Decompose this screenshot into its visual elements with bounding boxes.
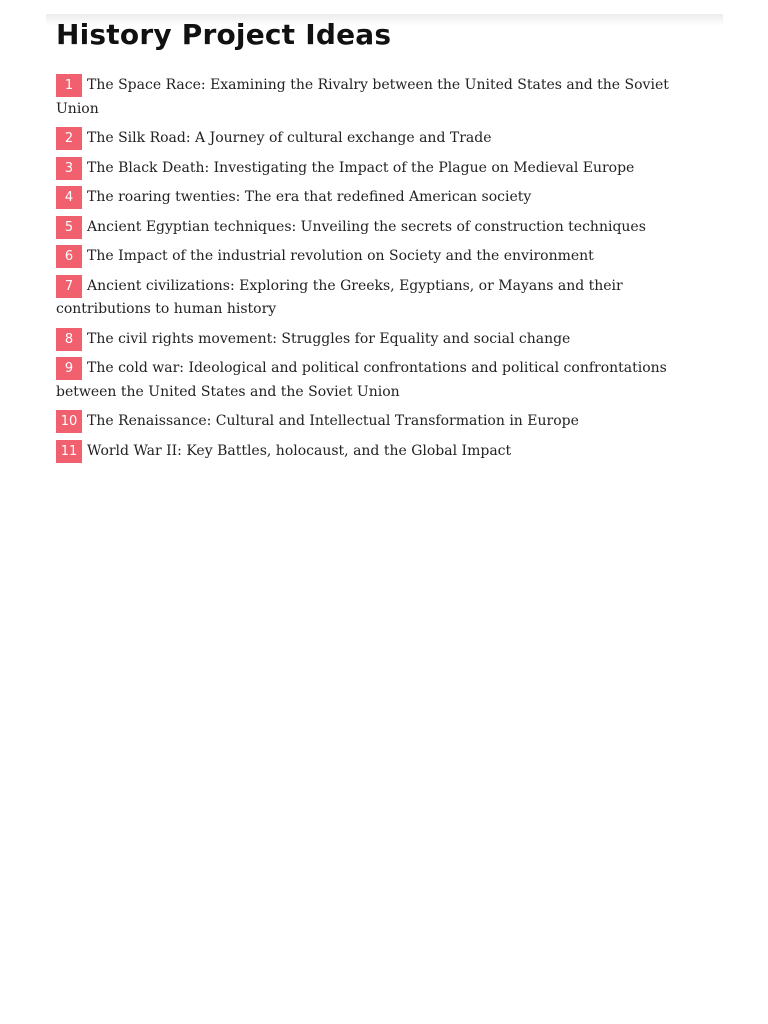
project-ideas-list	[56, 74, 716, 463]
item-text: The Space Race: Examining the Rivalry between the United States and the Soviet Union	[56, 77, 669, 117]
item-number-badge: 3	[56, 157, 82, 180]
item-text: The Impact of the industrial revolution on Society and the environment	[87, 248, 594, 264]
item-number-badge: 11	[56, 440, 82, 463]
list-item	[56, 186, 716, 210]
item-number-badge: 5	[56, 216, 82, 239]
list-item	[56, 74, 716, 121]
item-number-badge: 2	[56, 127, 82, 150]
item-text: The roaring twenties: The era that redefined American society	[87, 189, 532, 205]
item-text: The Black Death: Investigating the Impact of the Plague on Medieval Europe	[87, 159, 635, 176]
item-text: The Silk Road: A Journey of cultural exchange and Trade	[87, 130, 492, 146]
item-text: World War II: Key Battles, holocaust, and the Global Impact	[87, 442, 512, 459]
list-item	[56, 275, 716, 322]
item-number-badge: 7	[56, 275, 82, 298]
list-item	[56, 440, 716, 464]
item-text: The civil rights movement: Struggles for Equality and social change	[87, 330, 571, 347]
list-item	[56, 216, 716, 240]
page-title: History Project Ideas	[56, 18, 392, 51]
list-item	[56, 357, 716, 404]
list-item	[56, 127, 716, 151]
document-page	[56, 14, 716, 469]
list-item	[56, 328, 716, 352]
item-number-badge: 6	[56, 245, 82, 268]
list-item	[56, 157, 716, 181]
item-number-badge: 9	[56, 357, 82, 380]
item-text: Ancient civilizations: Exploring the Greeks, Egyptians, or Mayans and their contributions to human history	[56, 277, 623, 317]
item-text: Ancient Egyptian techniques: Unveiling the secrets of construction techniques	[87, 218, 646, 235]
list-item	[56, 410, 716, 434]
item-number-badge: 10	[56, 410, 82, 433]
item-number-badge: 4	[56, 186, 82, 209]
item-number-badge: 1	[56, 74, 82, 97]
list-item	[56, 245, 716, 269]
item-number-badge: 8	[56, 328, 82, 351]
item-text: The cold war: Ideological and political confrontations and political confrontations between the United States and the Soviet Union	[56, 360, 667, 400]
item-text: The Renaissance: Cultural and Intellectual Transformation in Europe	[87, 413, 579, 429]
